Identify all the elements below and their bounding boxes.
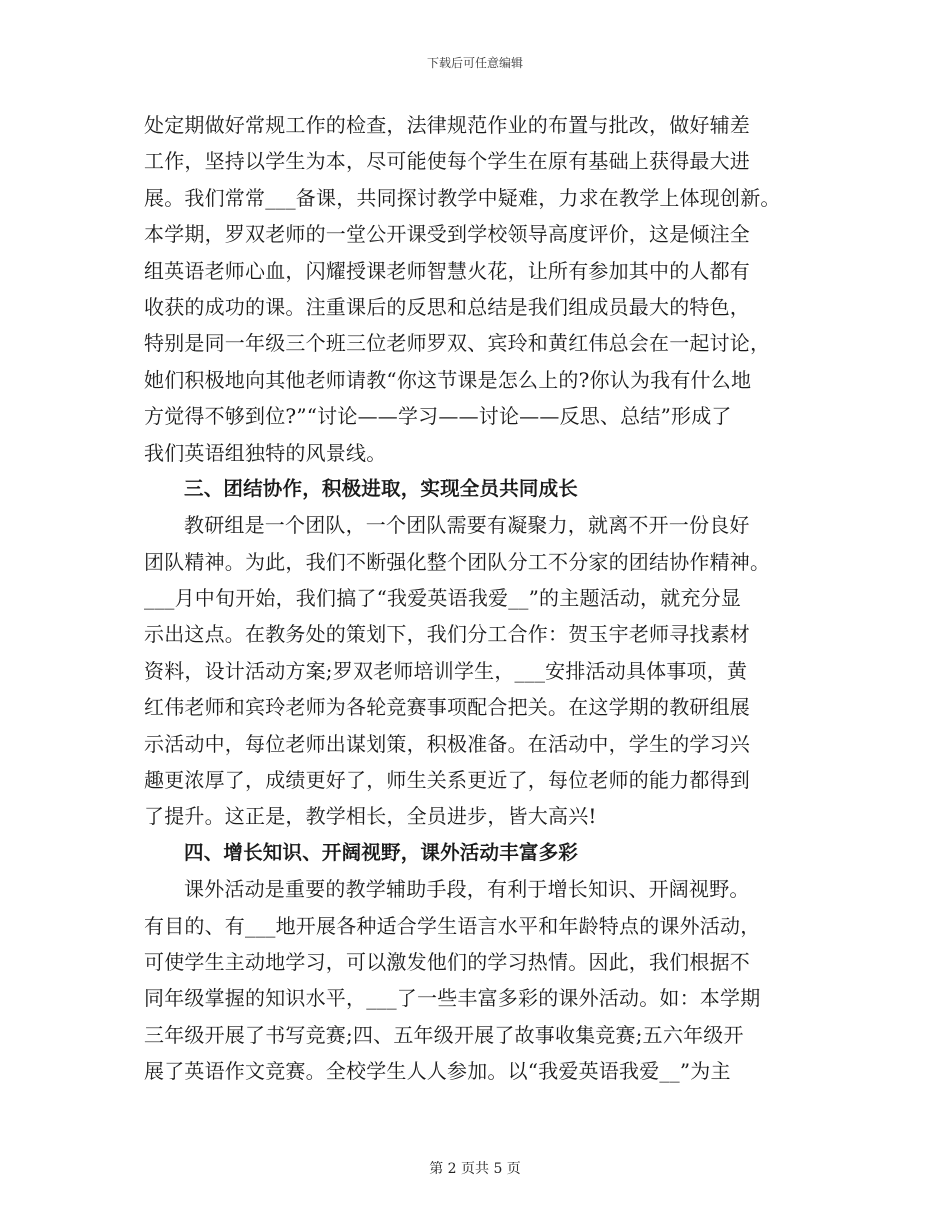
text-line: 团队精神。为此，我们不断强化整个团队分工不分家的团结协作精神。 — [144, 549, 771, 574]
document-body — [144, 107, 824, 1090]
text-line: 可使学生主动地学习，可以激发他们的学习热情。因此，我们根据不 — [144, 949, 750, 974]
text-line: 红伟老师和宾玲老师为各轮竞赛事项配合把关。在这学期的教研组展 — [144, 695, 750, 720]
text-line: 特别是同一年级三个班三位老师罗双、宾玲和黄红伟总会在一起讨论， — [144, 331, 771, 356]
text-line: ___月中旬开始，我们搞了“我爱英语我爱__”的主题活动，就充分显 — [144, 586, 742, 611]
text-line: 展了英语作文竞赛。全校学生人人参加。以“我爱英语我爱__”为主 — [144, 1059, 731, 1084]
text-line: 三年级开展了书写竞赛;四、五年级开展了故事收集竞赛;五六年级开 — [144, 1022, 744, 1047]
text-line: 同年级掌握的知识水平，___了一些丰富多彩的课外活动。如：本学期 — [144, 986, 761, 1011]
text-line: 她们积极地向其他老师请教“你这节课是怎么上的?你认为我有什么地 — [144, 367, 752, 392]
paragraph-start: 教研组是一个团队，一个团队需要有凝聚力，就离不开一份良好 — [184, 513, 750, 538]
text-line: 组英语老师心血，闪耀授课老师智慧火花，让所有参加其中的人都有 — [144, 258, 750, 283]
text-line: 方觉得不够到位?”“讨论——学习——讨论——反思、总结”形成了 — [144, 404, 732, 429]
page-header: 下载后可任意编辑 — [426, 56, 523, 70]
text-line: 收获的成功的课。注重课后的反思和总结是我们组成员最大的特色， — [144, 294, 750, 319]
text-line: 示活动中，每位老师出谋划策，积极准备。在活动中，学生的学习兴 — [144, 731, 750, 756]
text-line: 趣更浓厚了，成绩更好了，师生关系更近了，每位老师的能力都得到 — [144, 768, 750, 793]
text-line: 了提升。这正是，教学相长，全员进步，皆大高兴! — [144, 804, 597, 829]
text-line: 有目的、有___地开展各种适合学生语言水平和年龄特点的课外活动， — [144, 913, 761, 938]
text-line: 示出这点。在教务处的策划下，我们分工合作：贺玉宇老师寻找素材 — [144, 622, 750, 647]
text-line: 本学期，罗双老师的一堂公开课受到学校领导高度评价，这是倾注全 — [144, 222, 750, 247]
text-line: 工作，坚持以学生为本，尽可能使每个学生在原有基础上获得最大进 — [144, 149, 750, 174]
text-line: 处定期做好常规工作的检查，法律规范作业的布置与批改，做好辅差 — [144, 113, 750, 137]
text-line: 我们英语组独特的风景线。 — [144, 440, 387, 465]
section-heading-4: 四、增长知识、开阔视野，课外活动丰富多彩 — [184, 840, 579, 864]
text-line: 展。我们常常___备课，共同探讨教学中疑难，力求在教学上体现创新。 — [144, 185, 781, 210]
page-footer: 第 2 页共 5 页 — [429, 1161, 521, 1177]
section-heading-3: 三、团结协作，积极进取，实现全员共同成长 — [184, 476, 579, 500]
paragraph-start: 课外活动是重要的教学辅助手段，有利于增长知识、开阔视野。 — [184, 877, 750, 902]
text-line: 资料，设计活动方案;罗双老师培训学生，___安排活动具体事项，黄 — [144, 658, 748, 683]
